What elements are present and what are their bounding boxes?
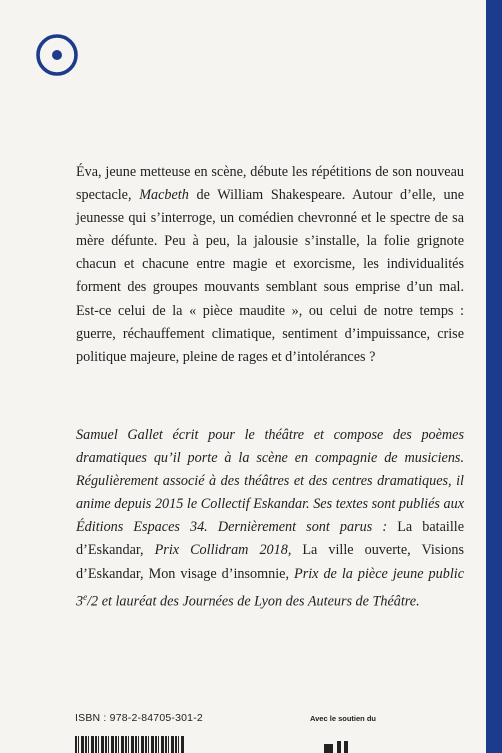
bio-text-1: Samuel Gallet écrit pour le théâtre et compose des poèmes dramatiques qu’il porte à la scène en compagnie de musiciens. Régulièrement associé à des théâtres et des centres dramatiques, il anime depuis 2015 le Collectif Eskandar. Ses textes sont publiés aux Éditions Espaces 34. Dernièrement sont parus : <box>76 427 464 536</box>
bio-work-1: La bataille d’Eskandar, <box>76 519 465 559</box>
summary-text-1: Éva, jeune metteuse en scène, débute les répétitions de son nouveau spectacle, <box>76 164 464 204</box>
support-label: Avec le soutien du <box>310 714 376 723</box>
bio-prize-1: Prix Collidram 2018, <box>154 542 303 559</box>
bio-text-end: et lauréat des Journées de Lyon des Auteurs de Théâtre. <box>98 593 420 610</box>
barcode <box>75 736 185 753</box>
summary-text-2: de William Shakespeare. Autour d’elle, une jeunesse qui s’interroge, un comédien chevronné et le spectre de sa mère défunte. Peu à peu, la jalousie s’installe, la folie grignote chacun et chacune entre magie et exorcisme, les individualités forment des groupes mouvants semblant sous emprise d’un mal. Est-ce celui de la « pièce maudite », ou celui de notre temps : guerre, réchauffement climatique, sentiment d’impuissance, crise politique majeure, pleine de rages et d’intolérances ? <box>76 187 464 365</box>
bio-prize-2-end: /2 <box>87 593 99 610</box>
blue-spine-strip <box>486 0 502 753</box>
bio-prize-2: Prix de la pièce jeune public 3 <box>76 565 465 610</box>
partner-logo-icon <box>324 738 364 753</box>
summary-paragraph <box>76 161 464 369</box>
bio-superscript: e <box>83 591 88 602</box>
isbn-label: ISBN : 978-2-84705-301-2 <box>75 712 203 724</box>
publisher-logo-icon <box>34 32 80 78</box>
author-bio-paragraph <box>76 424 464 613</box>
summary-title-macbeth: Macbeth <box>139 187 189 204</box>
bio-works-2: La ville ouverte, Visions d’Eskandar, Mon visage d’insomnie, <box>76 542 464 582</box>
